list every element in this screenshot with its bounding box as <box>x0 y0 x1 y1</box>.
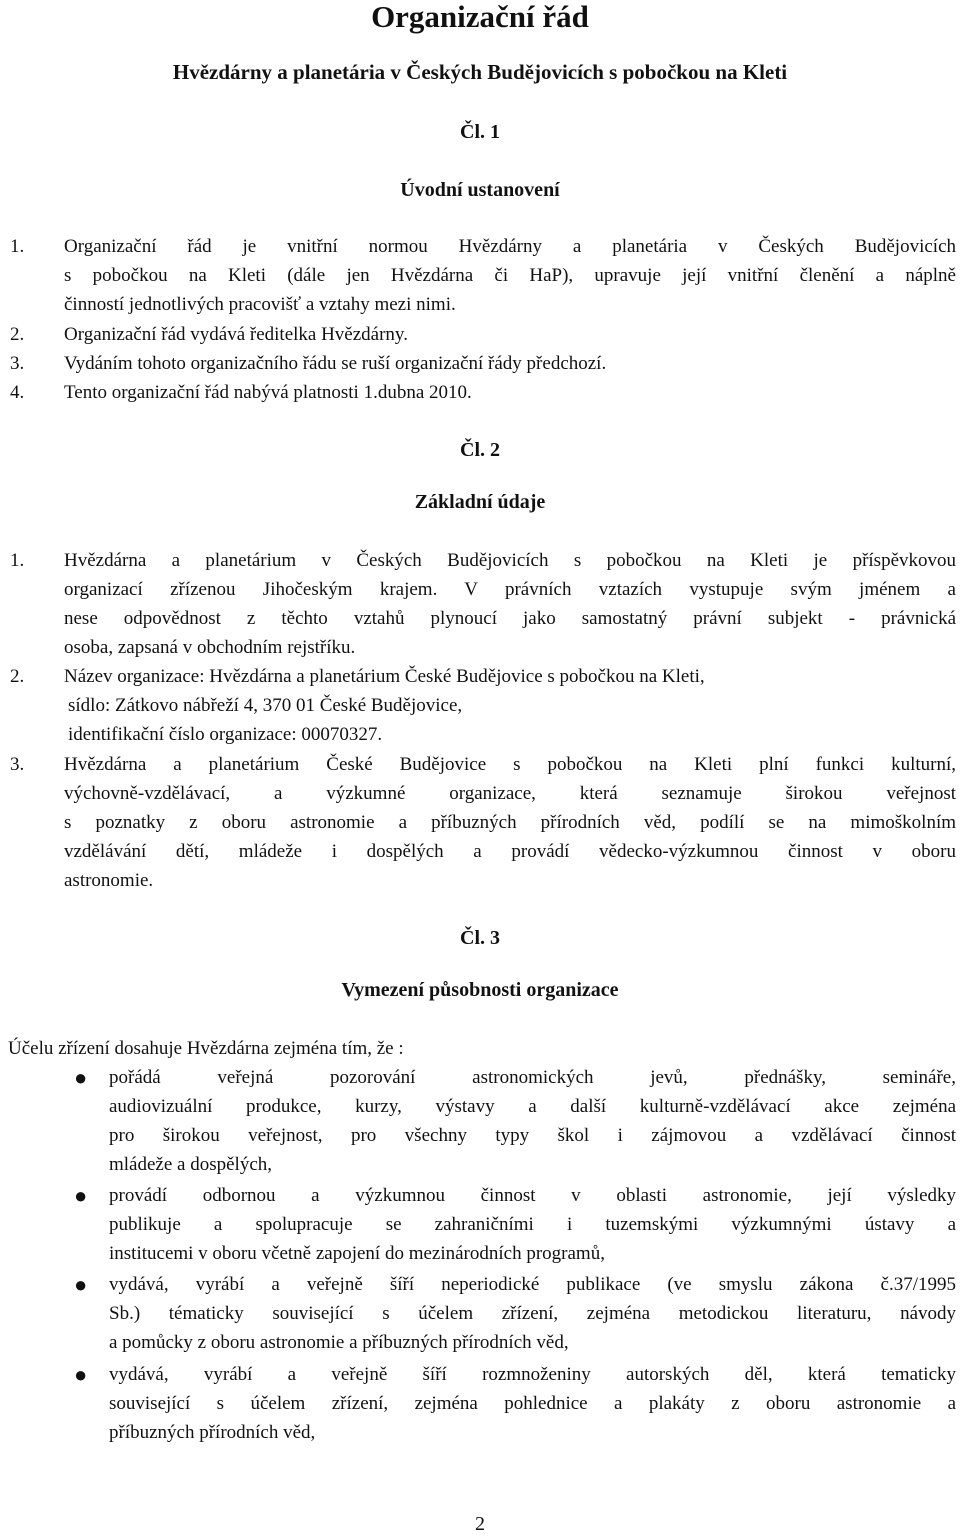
bullet-line: pořádá veřejná pozorování astronomických jevů, přednášky, semináře, <box>109 1067 956 1088</box>
article-1-number: Čl. 1 <box>460 121 500 143</box>
article-1-heading: Úvodní ustanovení <box>400 179 560 201</box>
bullet-line: a pomůcky z oboru astronomie a příbuzných přírodních věd, <box>109 1332 569 1353</box>
item-line: astronomie. <box>64 870 154 891</box>
item-number: 3. <box>10 754 25 775</box>
item-number: 2. <box>10 324 25 345</box>
bullet-icon: ● <box>74 1065 88 1090</box>
item-number: 1. <box>10 550 25 571</box>
item-line: sídlo: Zátkovo nábřeží 4, 370 01 České Budějovice, <box>68 695 463 716</box>
article-3-heading: Vymezení působnosti organizace <box>341 979 619 1001</box>
item-line: Hvězdárna a planetárium České Budějovice s pobočkou na Kleti plní funkci kulturní, <box>64 754 956 775</box>
document-subtitle: Hvězdárny a planetária v Českých Budějovicích s pobočkou na Kleti <box>172 60 788 84</box>
article-2-number: Čl. 2 <box>460 439 500 461</box>
bullet-icon: ● <box>74 1362 88 1387</box>
item-line: s pobočkou na Kleti (dále jen Hvězdárna či HaP), upravuje její vnitřní členění a náplně <box>64 265 956 286</box>
bullet-line: vydává, vyrábí a veřejně šíří neperiodické publikace (ve smyslu zákona č.37/1995 <box>109 1274 956 1295</box>
item-line: výchovně-vzdělávací, a výzkumné organizace, která seznamuje širokou veřejnost <box>64 783 956 804</box>
item-text: Vydáním tohoto organizačního řádu se ruší organizační řády předchozí. <box>64 353 607 374</box>
item-line: vzdělávání dětí, mládeže i dospělých a provádí vědecko-výzkumnou činnost v oboru <box>64 841 956 862</box>
bullet-line: související s účelem zřízení, zejména pohlednice a plakáty z oboru astronomie a <box>109 1393 956 1414</box>
item-line: činností jednotlivých pracovišť a vztahy mezi nimi. <box>64 294 456 315</box>
item-number: 1. <box>10 236 25 257</box>
item-number: 3. <box>10 353 25 374</box>
bullet-line: provádí odbornou a výzkumnou činnost v oblasti astronomie, její výsledky <box>109 1185 956 1206</box>
page-number: 2 <box>475 1513 485 1535</box>
bullet-line: publikuje a spolupracuje se zahraničními i tuzemskými výzkumnými ústavy a <box>109 1214 956 1235</box>
item-number: 2. <box>10 666 25 687</box>
item-text: Tento organizační řád nabývá platnosti 1.dubna 2010. <box>64 382 472 403</box>
bullet-icon: ● <box>74 1183 88 1208</box>
bullet-line: pro širokou veřejnost, pro všechny typy škol i zájmovou a vzdělávací činnost <box>109 1125 956 1146</box>
item-line: s poznatky z oboru astronomie a příbuzných přírodních věd, podílí se na mimoškolním <box>64 812 956 833</box>
item-line: identifikační číslo organizace: 00070327. <box>68 724 383 745</box>
article-3-intro: Účelu zřízení dosahuje Hvězdárna zejména tím, že : <box>8 1038 404 1059</box>
bullet-line: audiovizuální produkce, kurzy, výstavy a další kulturně-vzdělávací akce zejména <box>109 1096 956 1117</box>
bullet-line: institucemi v oboru včetně zapojení do mezinárodních programů, <box>109 1243 605 1264</box>
item-number: 4. <box>10 382 25 403</box>
item-line: nese odpovědnost z těchto vztahů plynoucí jako samostatný právní subjekt - právnická <box>64 608 956 629</box>
bullet-icon: ● <box>74 1272 88 1297</box>
item-line: Organizační řád je vnitřní normou Hvězdárny a planetária v Českých Budějovicích <box>64 236 956 257</box>
bullet-line: Sb.) tématicky související s účelem zřízení, zejména metodickou literaturu, návody <box>109 1303 956 1324</box>
item-text: Organizační řád vydává ředitelka Hvězdárny. <box>64 324 408 345</box>
page-title: Organizační řád <box>371 0 589 34</box>
bullet-line: mládeže a dospělých, <box>109 1154 273 1175</box>
item-line: Hvězdárna a planetárium v Českých Budějovicích s pobočkou na Kleti je příspěvkovou <box>64 550 956 571</box>
bullet-line: vydává, vyrábí a veřejně šíří rozmnoženiny autorských děl, která tematicky <box>109 1364 956 1385</box>
item-line: Název organizace: Hvězdárna a planetárium České Budějovice s pobočkou na Kleti, <box>64 666 705 687</box>
article-2-heading: Základní údaje <box>414 491 546 513</box>
item-line: osoba, zapsaná v obchodním rejstříku. <box>64 637 356 658</box>
article-3-number: Čl. 3 <box>460 927 500 949</box>
bullet-line: příbuzných přírodních věd, <box>109 1422 316 1443</box>
item-line: organizací zřízenou Jihočeským krajem. V právních vztazích vystupuje svým jménem a <box>64 579 956 600</box>
